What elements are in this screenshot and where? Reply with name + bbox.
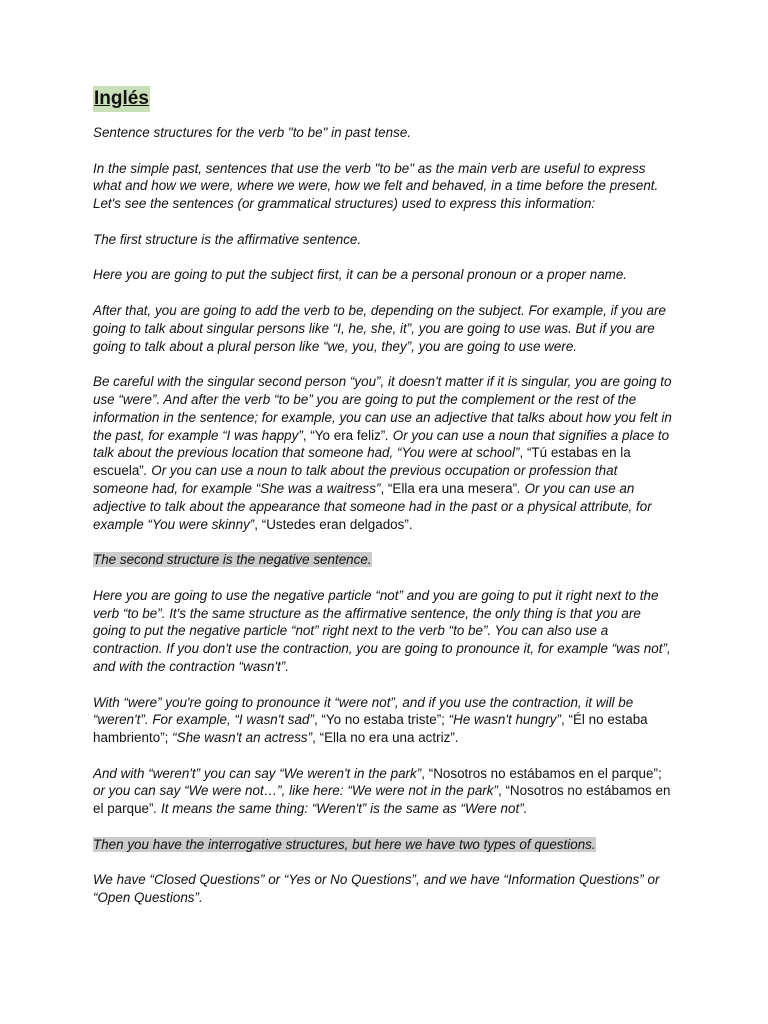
paragraph-simple-past: In the simple past, sentences that use the verb "to be" as the main verb are useful to express what and how we were, where we were, how we felt and behaved, in a time before the present. Let's see the sentences (or grammatical structures) used to express this information: — [93, 160, 659, 212]
highlighted-text: The second structure is the negative sentence. — [93, 552, 372, 568]
spanish-translation: , “Ella no era una actriz”. — [312, 730, 459, 746]
text-segment: With “were” you're going to pronounce it “were not”, and if you use the contraction, it will be “weren't”. For example, “I wasn't sad” — [93, 694, 634, 728]
highlighted-text: Then you have the interrogative structures, but here we have two types of questions. — [93, 836, 596, 852]
paragraph-negative-heading — [93, 551, 676, 569]
paragraph-werent — [93, 765, 676, 818]
text-segment: . Or you can use a noun that signifies a place to talk about the previous location that someone had, “You were at school” — [93, 427, 670, 461]
text-segment: . It means the same thing: “Weren't” is the same as “Were not”. — [153, 801, 528, 817]
spanish-translation: , “Ustedes eran delgados”. — [254, 516, 413, 532]
paragraph-affirmative-heading: The first structure is the affirmative sentence. — [93, 231, 362, 247]
paragraph-subject: Here you are going to put the subject first, it can be a personal pronoun or a proper name. — [93, 267, 628, 283]
paragraph-intro: Sentence structures for the verb "to be" in past tense. — [93, 125, 412, 140]
paragraph-negative-particle: Here you are going to use the negative particle “not” and you are going to put it right next to the verb “to be”. It's the same structure as the affirmative sentence, the only thing is that you are going to put the negative particle “not” right next to the verb “to be”. You can also use a contraction. If you don't use the contraction, you are going to pronounce it, for example “was not”, and with the contraction “wasn't”. — [93, 587, 671, 674]
spanish-translation: , “Él no estaba hambriento”; — [93, 712, 648, 746]
spanish-translation: , “Ella era una mesera” — [380, 480, 518, 496]
text-segment: And with “weren't” you can say “We weren't in the park” — [93, 765, 422, 781]
text-segment: . Or you can use an adjective to talk about the appearance that someone had in the past or a physical attribute, for example “You were skinny” — [93, 480, 652, 532]
text-segment: “He wasn't hungry” — [448, 712, 561, 728]
text-segment: “She wasn't an actress” — [172, 730, 313, 746]
text-segment: Be careful with the singular second person “you”, it doesn't matter if it is singular, you are going to use “were”. And after the verb “to be” you are going to put the complement or the rest of the information in the sentence; for example, you can use an adjective that talks about how you felt in the past, for example “I was happy” — [93, 374, 672, 443]
paragraph-examples-affirmative — [93, 373, 676, 533]
paragraph-question-types: We have “Closed Questions” or “Yes or No Questions”, and we have “Information Questions” or “Open Questions”. — [93, 872, 660, 906]
text-segment: or you can say “We were not…”, like here: “We were not in the park” — [93, 783, 498, 799]
paragraph-verb-to-be: After that, you are going to add the verb to be, depending on the subject. For example, if you are going to talk about singular persons like “I, he, she, it”, you are going to use was. But if you are going to talk about a plural person like “we, you, they”, you are going to use were. — [93, 302, 666, 354]
document-title: Inglés — [93, 86, 150, 112]
spanish-translation: , “Yo era feliz” — [302, 427, 386, 443]
paragraph-interrogative-heading — [93, 836, 676, 854]
spanish-translation: , “Yo no estaba triste”; — [313, 712, 449, 728]
paragraph-were-not — [93, 694, 676, 747]
spanish-translation: , “Nosotros no estábamos en el parque”; — [421, 765, 662, 781]
spanish-translation: , “Tú estabas en la escuela” — [93, 445, 631, 479]
text-segment: . Or you can use a noun to talk about the previous occupation or profession that someone had, for example “She was a waitress” — [93, 463, 618, 496]
spanish-translation: , “Nosotros no estábamos en el parque” — [93, 783, 671, 817]
